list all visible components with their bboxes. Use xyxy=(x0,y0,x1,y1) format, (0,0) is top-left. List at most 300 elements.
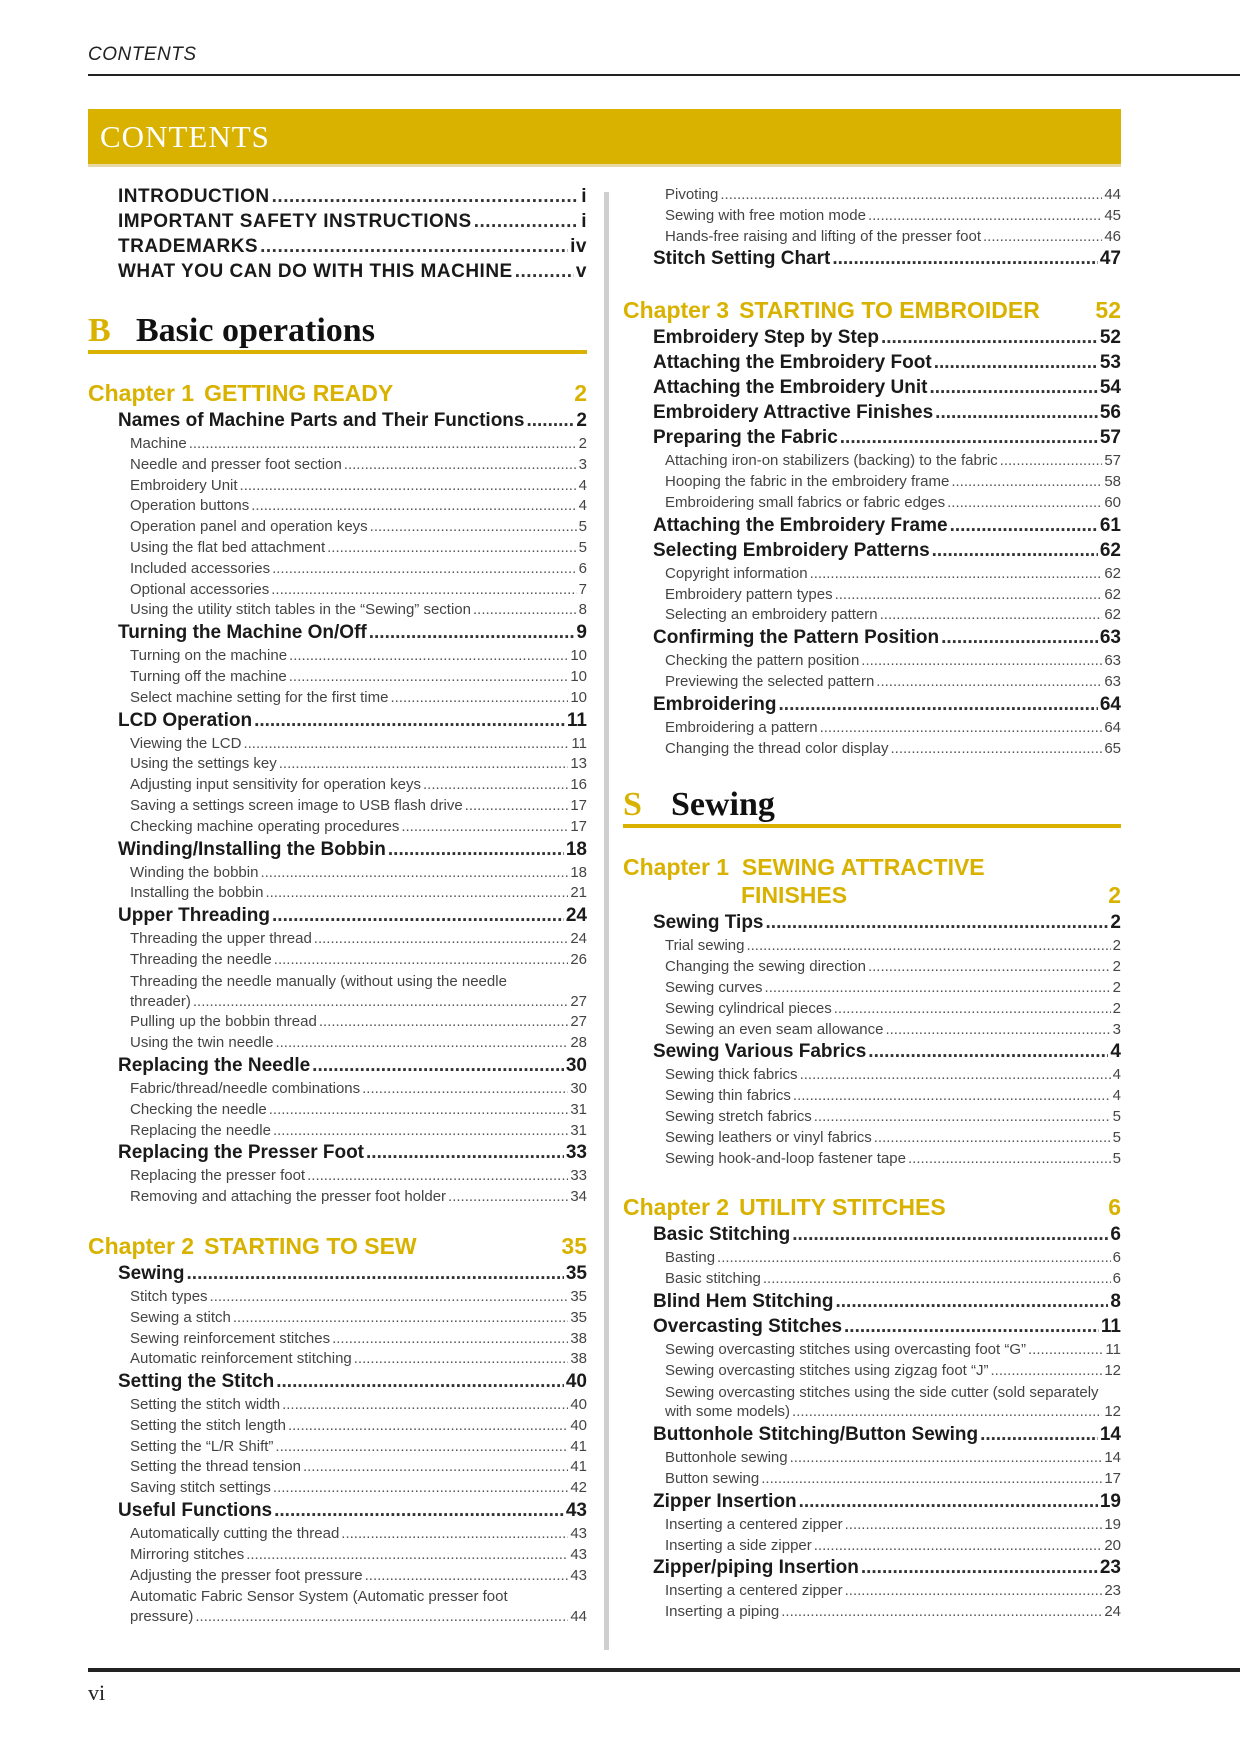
left-column xyxy=(88,186,587,1629)
entry-label: Pulling up the bobbin thread xyxy=(130,1013,317,1031)
toc-section[interactable] xyxy=(623,515,1121,540)
toc-subentry[interactable] xyxy=(88,1458,587,1479)
entry-label: Using the flat bed attachment xyxy=(130,538,326,556)
chapter-heading[interactable] xyxy=(623,854,1121,912)
toc-subentry[interactable] xyxy=(88,1309,587,1330)
toc-subentry[interactable] xyxy=(88,884,587,905)
toc-subentry[interactable] xyxy=(623,1449,1121,1470)
entry-page: 43 xyxy=(570,1566,587,1584)
toc-subentry[interactable] xyxy=(623,207,1121,228)
toc-subentry[interactable] xyxy=(88,1396,587,1417)
toc-section[interactable] xyxy=(623,402,1121,427)
intro-list xyxy=(88,186,587,286)
leader-dots xyxy=(465,797,569,814)
leader-dots xyxy=(275,1438,568,1455)
toc-section[interactable] xyxy=(623,694,1121,719)
toc-section[interactable] xyxy=(623,1041,1121,1066)
leader-dots xyxy=(189,435,577,452)
toc-subentry[interactable] xyxy=(623,1470,1121,1491)
leader-dots xyxy=(246,1546,568,1563)
toc-subentry[interactable] xyxy=(88,601,587,622)
leader-dots xyxy=(840,427,1098,449)
leader-dots xyxy=(845,1582,1103,1599)
toc-subentry[interactable] xyxy=(88,1013,587,1034)
entry-label: Threading the upper thread xyxy=(130,930,312,948)
entry-label: Zipper Insertion xyxy=(653,1490,797,1512)
entry-page: 19 xyxy=(1104,1515,1121,1533)
entry-label: Saving a settings screen image to USB flash drive xyxy=(130,796,463,814)
toc-subentry[interactable] xyxy=(88,560,587,581)
toc-subentry[interactable] xyxy=(623,1129,1121,1150)
toc-subentry[interactable] xyxy=(88,1525,587,1546)
toc-subentry[interactable] xyxy=(623,1021,1121,1042)
toc-section[interactable] xyxy=(88,710,587,735)
leader-dots xyxy=(254,710,565,732)
entry-page: 4 xyxy=(1110,1041,1121,1063)
toc-section[interactable] xyxy=(623,1424,1121,1449)
entry-label: pressure) xyxy=(130,1608,194,1626)
toc-section[interactable] xyxy=(623,627,1121,652)
entry-label: threader) xyxy=(130,992,191,1010)
toc-section[interactable] xyxy=(623,912,1121,937)
entry-page: 11 xyxy=(566,709,587,731)
entry-label: Installing the bobbin xyxy=(130,884,264,902)
toc-subentry[interactable] xyxy=(88,1417,587,1438)
entry-label: Basic stitching xyxy=(665,1270,761,1288)
toc-subentry[interactable] xyxy=(88,477,587,498)
entry-label: Sewing with free motion mode xyxy=(665,206,866,224)
leader-dots xyxy=(814,1108,1111,1125)
leader-dots xyxy=(761,1470,1102,1487)
leader-dots xyxy=(820,719,1103,736)
toc-subentry[interactable] xyxy=(623,606,1121,627)
toc-subentry[interactable] xyxy=(623,1582,1121,1603)
toc-subentry[interactable] xyxy=(623,1516,1121,1537)
entry-page: 4 xyxy=(1112,1087,1121,1105)
entry-label: Viewing the LCD xyxy=(130,734,242,752)
entry-page: 8 xyxy=(1110,1290,1121,1312)
toc-subentry[interactable] xyxy=(88,864,587,885)
toc-section[interactable] xyxy=(623,352,1121,377)
entry-page: 26 xyxy=(570,950,587,968)
toc-subentry[interactable] xyxy=(88,818,587,839)
toc-entry-trademarks[interactable] xyxy=(88,236,587,261)
entry-page: iv xyxy=(570,236,587,257)
toc-subentry[interactable] xyxy=(88,1546,587,1567)
entry-label: Stitch types xyxy=(130,1287,208,1305)
entry-label: Adjusting input sensitivity for operation keys xyxy=(130,776,421,794)
chapter-title-line2: FINISHES xyxy=(741,882,848,909)
column-divider xyxy=(604,192,609,1650)
toc-subentry[interactable] xyxy=(623,1000,1121,1021)
entry-page: 31 xyxy=(570,1100,587,1118)
leader-dots xyxy=(845,1516,1103,1533)
toc-subentry[interactable] xyxy=(88,435,587,456)
entry-label: Sewing Tips xyxy=(653,912,764,934)
toc-subentry[interactable] xyxy=(88,797,587,818)
entry-page: 18 xyxy=(570,863,587,881)
entry-label: Hands-free raising and lifting of the presser foot xyxy=(665,227,982,245)
toc-subentry[interactable] xyxy=(623,1249,1121,1270)
leader-dots xyxy=(935,402,1098,424)
toc-subentry[interactable] xyxy=(623,1150,1121,1171)
bottom-rule xyxy=(88,1668,1240,1672)
toc-subentry[interactable] xyxy=(88,1608,587,1629)
entry-label: LCD Operation xyxy=(118,709,253,731)
part-title: Basic operations xyxy=(136,312,375,349)
leader-dots xyxy=(868,207,1102,224)
part-letter: B xyxy=(88,312,111,349)
entry-label: Operation panel and operation keys xyxy=(130,518,368,536)
entry-label: Buttonhole Stitching/Button Sewing xyxy=(653,1424,979,1446)
entry-page: 3 xyxy=(1112,1020,1121,1038)
toc-entry-safety[interactable] xyxy=(88,211,587,236)
entry-label: Setting the “L/R Shift” xyxy=(130,1437,274,1455)
entry-page: 43 xyxy=(570,1525,587,1543)
toc-subentry[interactable] xyxy=(623,740,1121,761)
top-rule xyxy=(88,74,1240,76)
entry-page: 28 xyxy=(570,1034,587,1052)
entry-label: Attaching the Embroidery Unit xyxy=(653,377,928,399)
leader-dots xyxy=(282,1396,568,1413)
entry-label: INTRODUCTION xyxy=(118,186,270,207)
leader-dots xyxy=(1000,452,1103,469)
toc-subentry[interactable] xyxy=(88,689,587,710)
leader-dots xyxy=(890,740,1102,757)
toc-section[interactable] xyxy=(88,410,587,435)
toc-section[interactable] xyxy=(88,1142,587,1167)
chapter-page: 52 xyxy=(1095,297,1121,324)
entry-label: Confirming the Pattern Position xyxy=(653,627,940,649)
leader-dots xyxy=(1028,1341,1103,1358)
entry-label: Sewing cylindrical pieces xyxy=(665,999,832,1017)
toc-subentry[interactable] xyxy=(88,776,587,797)
leader-dots xyxy=(275,1034,568,1051)
leader-dots xyxy=(881,327,1098,349)
chapter-heading[interactable] xyxy=(88,1233,587,1263)
leader-dots xyxy=(272,186,580,208)
toc-subentry[interactable] xyxy=(623,1108,1121,1129)
toc-subentry[interactable] xyxy=(88,735,587,756)
leader-dots xyxy=(314,930,569,947)
toc-subentry[interactable] xyxy=(623,1341,1121,1362)
leader-dots xyxy=(272,905,564,927)
toc-subentry[interactable] xyxy=(88,1288,587,1309)
entry-label: WHAT YOU CAN DO WITH THIS MACHINE xyxy=(118,261,513,282)
entry-label: Optional accessories xyxy=(130,580,270,598)
entry-label: Changing the thread color display xyxy=(665,739,889,757)
entry-label: Turning on the machine xyxy=(130,647,288,665)
running-header: CONTENTS xyxy=(88,44,197,65)
entry-label: Embroidery pattern types xyxy=(665,585,833,603)
entry-page: 19 xyxy=(1099,1490,1121,1512)
toc-section[interactable] xyxy=(88,1500,587,1525)
entry-page: 20 xyxy=(1104,1536,1121,1554)
leader-dots xyxy=(332,1330,568,1347)
entry-page: 34 xyxy=(570,1188,587,1206)
toc-section[interactable] xyxy=(623,1224,1121,1249)
entry-label: Sewing reinforcement stitches xyxy=(130,1329,331,1347)
entry-page: 24 xyxy=(570,930,587,948)
toc-subentry[interactable] xyxy=(88,668,587,689)
toc-subentry[interactable] xyxy=(623,452,1121,473)
toc-section[interactable] xyxy=(623,427,1121,452)
toc-subentry[interactable] xyxy=(88,930,587,951)
entry-page: 11 xyxy=(1105,1340,1121,1358)
toc-section[interactable] xyxy=(623,1491,1121,1516)
entry-page: 14 xyxy=(1104,1449,1121,1467)
entry-label: Sewing stretch fabrics xyxy=(665,1107,812,1125)
chapter-page: 2 xyxy=(574,380,587,406)
toc-subentry[interactable] xyxy=(88,1350,587,1371)
section-list xyxy=(623,1224,1121,1624)
entry-label: Setting the stitch width xyxy=(130,1396,281,1414)
entry-label: Using the twin needle xyxy=(130,1034,274,1052)
section-list xyxy=(88,410,587,1209)
entry-page: 2 xyxy=(1112,958,1121,976)
entry-page: 38 xyxy=(570,1329,587,1347)
entry-label: Useful Functions xyxy=(118,1500,273,1522)
toc-subentry[interactable] xyxy=(623,937,1121,958)
toc-section[interactable] xyxy=(623,377,1121,402)
leader-dots xyxy=(983,228,1102,245)
entry-page: 45 xyxy=(1104,206,1121,224)
entry-label: Sewing thick fabrics xyxy=(665,1066,798,1084)
entry-page: 56 xyxy=(1099,402,1121,424)
leader-dots xyxy=(265,884,568,901)
chapter-title: SEWING ATTRACTIVE xyxy=(741,854,985,881)
chapter-label: Chapter 2 xyxy=(623,1194,730,1221)
entry-page: 63 xyxy=(1104,652,1121,670)
entry-label: Embroidery Unit xyxy=(130,476,238,494)
leader-dots xyxy=(832,248,1098,270)
toc-subentry[interactable] xyxy=(623,565,1121,586)
chapter-title: GETTING READY xyxy=(204,380,394,406)
chapter-heading[interactable] xyxy=(623,297,1121,327)
chapter-heading[interactable] xyxy=(88,380,587,410)
leader-dots xyxy=(792,1403,1102,1420)
toc-subentry[interactable] xyxy=(88,539,587,560)
entry-page: 35 xyxy=(570,1308,587,1326)
chapter-label: Chapter 1 xyxy=(88,380,195,406)
toc-entry-introduction[interactable] xyxy=(88,186,587,211)
entry-label: Turning the Machine On/Off xyxy=(118,622,367,644)
toc-subentry[interactable] xyxy=(88,951,587,972)
toc-subentry[interactable] xyxy=(623,652,1121,673)
leader-dots xyxy=(327,539,577,556)
page-number: vi xyxy=(88,1680,106,1705)
toc-section[interactable] xyxy=(623,1557,1121,1582)
entry-page: 62 xyxy=(1104,564,1121,582)
entry-label: Preparing the Fabric xyxy=(653,427,838,449)
leader-dots xyxy=(341,1525,568,1542)
leader-dots xyxy=(941,627,1098,649)
toc-section[interactable] xyxy=(88,905,587,930)
entry-label: Checking the pattern position xyxy=(665,652,860,670)
toc-subentry[interactable] xyxy=(88,1122,587,1143)
toc-subentry[interactable] xyxy=(88,581,587,602)
toc-subentry[interactable] xyxy=(623,586,1121,607)
toc-subentry[interactable] xyxy=(623,1066,1121,1087)
entry-label-line1: Automatic Fabric Sensor System (Automatic presser foot xyxy=(130,1588,508,1606)
entry-page: 6 xyxy=(1112,1249,1121,1267)
entry-label: Button sewing xyxy=(665,1469,760,1487)
toc-subentry[interactable] xyxy=(623,473,1121,494)
toc-subentry[interactable] xyxy=(623,1362,1121,1383)
toc-subentry[interactable] xyxy=(623,228,1121,249)
leader-dots xyxy=(370,518,577,535)
leader-dots xyxy=(273,1122,568,1139)
toc-entry-what-you-can-do[interactable] xyxy=(88,261,587,286)
toc-section[interactable] xyxy=(88,839,587,864)
entry-label: Saving stitch settings xyxy=(130,1479,271,1497)
toc-subentry[interactable] xyxy=(623,1087,1121,1108)
toc-subentry[interactable] xyxy=(88,497,587,518)
entry-label: Included accessories xyxy=(130,559,271,577)
leader-dots xyxy=(800,1066,1111,1083)
toc-section[interactable] xyxy=(623,540,1121,565)
toc-subentry[interactable] xyxy=(88,456,587,477)
leader-dots xyxy=(276,1371,564,1393)
entry-label: Checking machine operating procedures xyxy=(130,817,400,835)
leader-dots xyxy=(473,601,577,618)
entry-page: 10 xyxy=(570,688,587,706)
toc-subentry[interactable] xyxy=(623,958,1121,979)
chapter-heading[interactable] xyxy=(623,1194,1121,1224)
entry-page: 44 xyxy=(1104,186,1121,203)
toc-section[interactable] xyxy=(88,1371,587,1396)
toc-subentry[interactable] xyxy=(88,1167,587,1188)
entry-page: 12 xyxy=(1104,1361,1121,1379)
toc-subentry[interactable] xyxy=(623,186,1121,207)
leader-dots xyxy=(746,937,1110,954)
chapter-title: STARTING TO SEW xyxy=(204,1232,417,1259)
leader-dots xyxy=(288,1417,568,1434)
entry-label: Embroidery Step by Step xyxy=(653,327,879,349)
toc-subentry[interactable] xyxy=(88,647,587,668)
toc-subentry[interactable] xyxy=(623,979,1121,1000)
entry-page: 23 xyxy=(1104,1582,1121,1600)
entry-page: 2 xyxy=(1110,912,1121,934)
entry-label: Overcasting Stitches xyxy=(653,1315,843,1337)
leader-dots xyxy=(243,735,569,752)
entry-label: Checking the needle xyxy=(130,1100,267,1118)
entry-page: 47 xyxy=(1099,248,1121,270)
entry-label: Needle and presser foot section xyxy=(130,455,342,473)
leader-dots xyxy=(448,1188,568,1205)
toc-subentry[interactable] xyxy=(88,1479,587,1500)
leader-dots xyxy=(868,958,1111,975)
entry-page: 17 xyxy=(570,817,587,835)
entry-page: 11 xyxy=(1100,1315,1121,1337)
entry-label: Inserting a piping xyxy=(665,1603,780,1621)
entry-page: 62 xyxy=(1104,606,1121,624)
entry-label: Inserting a side zipper xyxy=(665,1536,812,1554)
toc-subentry[interactable] xyxy=(88,1567,587,1588)
toc-subentry[interactable] xyxy=(623,1537,1121,1558)
toc-subentry[interactable] xyxy=(88,1101,587,1122)
entry-label: Sewing leathers or vinyl fabrics xyxy=(665,1128,872,1146)
toc-section[interactable] xyxy=(623,1291,1121,1316)
leader-dots xyxy=(388,839,564,861)
leader-dots xyxy=(260,236,568,258)
toc-subentry[interactable] xyxy=(623,1603,1121,1624)
entry-page: 7 xyxy=(578,580,587,598)
entry-page: 57 xyxy=(1099,427,1121,449)
toc-subentry[interactable] xyxy=(623,494,1121,515)
leader-dots xyxy=(836,1291,1109,1313)
entry-page: 38 xyxy=(570,1350,587,1368)
leader-dots xyxy=(319,1013,569,1030)
toc-subentry[interactable] xyxy=(623,719,1121,740)
entry-page: 23 xyxy=(1099,1557,1121,1579)
leader-dots xyxy=(279,755,569,772)
toc-subentry[interactable] xyxy=(88,1330,587,1351)
toc-subentry[interactable] xyxy=(88,993,587,1014)
entry-label: Replacing the Presser Foot xyxy=(118,1142,365,1164)
entry-page: 2 xyxy=(1112,937,1121,955)
leader-dots xyxy=(720,186,1102,203)
toc-subentry[interactable] xyxy=(88,755,587,776)
entry-label: Fabric/thread/needle combinations xyxy=(130,1079,361,1097)
toc-subentry[interactable] xyxy=(623,1403,1121,1424)
entry-label: Names of Machine Parts and Their Functions xyxy=(118,410,525,431)
toc-subentry[interactable] xyxy=(623,1270,1121,1291)
toc-subentry[interactable] xyxy=(88,1034,587,1055)
chapter-label: Chapter 2 xyxy=(88,1232,195,1259)
entry-page: 62 xyxy=(1104,585,1121,603)
chapter-label: Chapter 1 xyxy=(623,854,730,881)
leader-dots xyxy=(269,1101,569,1118)
leader-dots xyxy=(187,1263,564,1285)
toc-subentry[interactable] xyxy=(623,673,1121,694)
toc-section[interactable] xyxy=(623,248,1121,273)
leader-dots xyxy=(947,494,1102,511)
entry-page: 17 xyxy=(570,796,587,814)
toc-section[interactable] xyxy=(623,327,1121,352)
leader-dots xyxy=(260,864,568,881)
leader-dots xyxy=(885,1021,1110,1038)
entry-page: 5 xyxy=(1112,1149,1121,1167)
entry-label: Winding the bobbin xyxy=(130,863,259,881)
entry-label: Stitch Setting Chart xyxy=(653,248,831,270)
entry-page: 31 xyxy=(570,1121,587,1139)
entry-page: 12 xyxy=(1104,1403,1121,1421)
entry-label: Sewing curves xyxy=(665,978,763,996)
leader-dots xyxy=(274,951,569,968)
toc-section[interactable] xyxy=(623,1316,1121,1341)
toc-subentry[interactable] xyxy=(88,1438,587,1459)
leader-dots xyxy=(210,1288,569,1305)
leader-dots xyxy=(790,1449,1103,1466)
entry-label: Select machine setting for the first time xyxy=(130,688,389,706)
entry-page: 9 xyxy=(576,622,587,644)
toc-subentry[interactable] xyxy=(88,1080,587,1101)
entry-label-line1: Sewing overcasting stitches using the side cutter (sold separately xyxy=(665,1383,1099,1401)
toc-subentry[interactable] xyxy=(88,518,587,539)
toc-section[interactable] xyxy=(88,1055,587,1080)
leader-dots xyxy=(303,1458,568,1475)
entry-page: v xyxy=(575,261,587,282)
toc-section[interactable] xyxy=(88,622,587,647)
entry-page: 6 xyxy=(578,559,587,577)
toc-subentry[interactable] xyxy=(88,1188,587,1209)
entry-label: Hooping the fabric in the embroidery frame xyxy=(665,473,950,491)
leader-dots xyxy=(799,1491,1098,1513)
leader-dots xyxy=(365,1567,569,1584)
toc-section[interactable] xyxy=(88,1263,587,1288)
leader-dots xyxy=(908,1150,1111,1167)
